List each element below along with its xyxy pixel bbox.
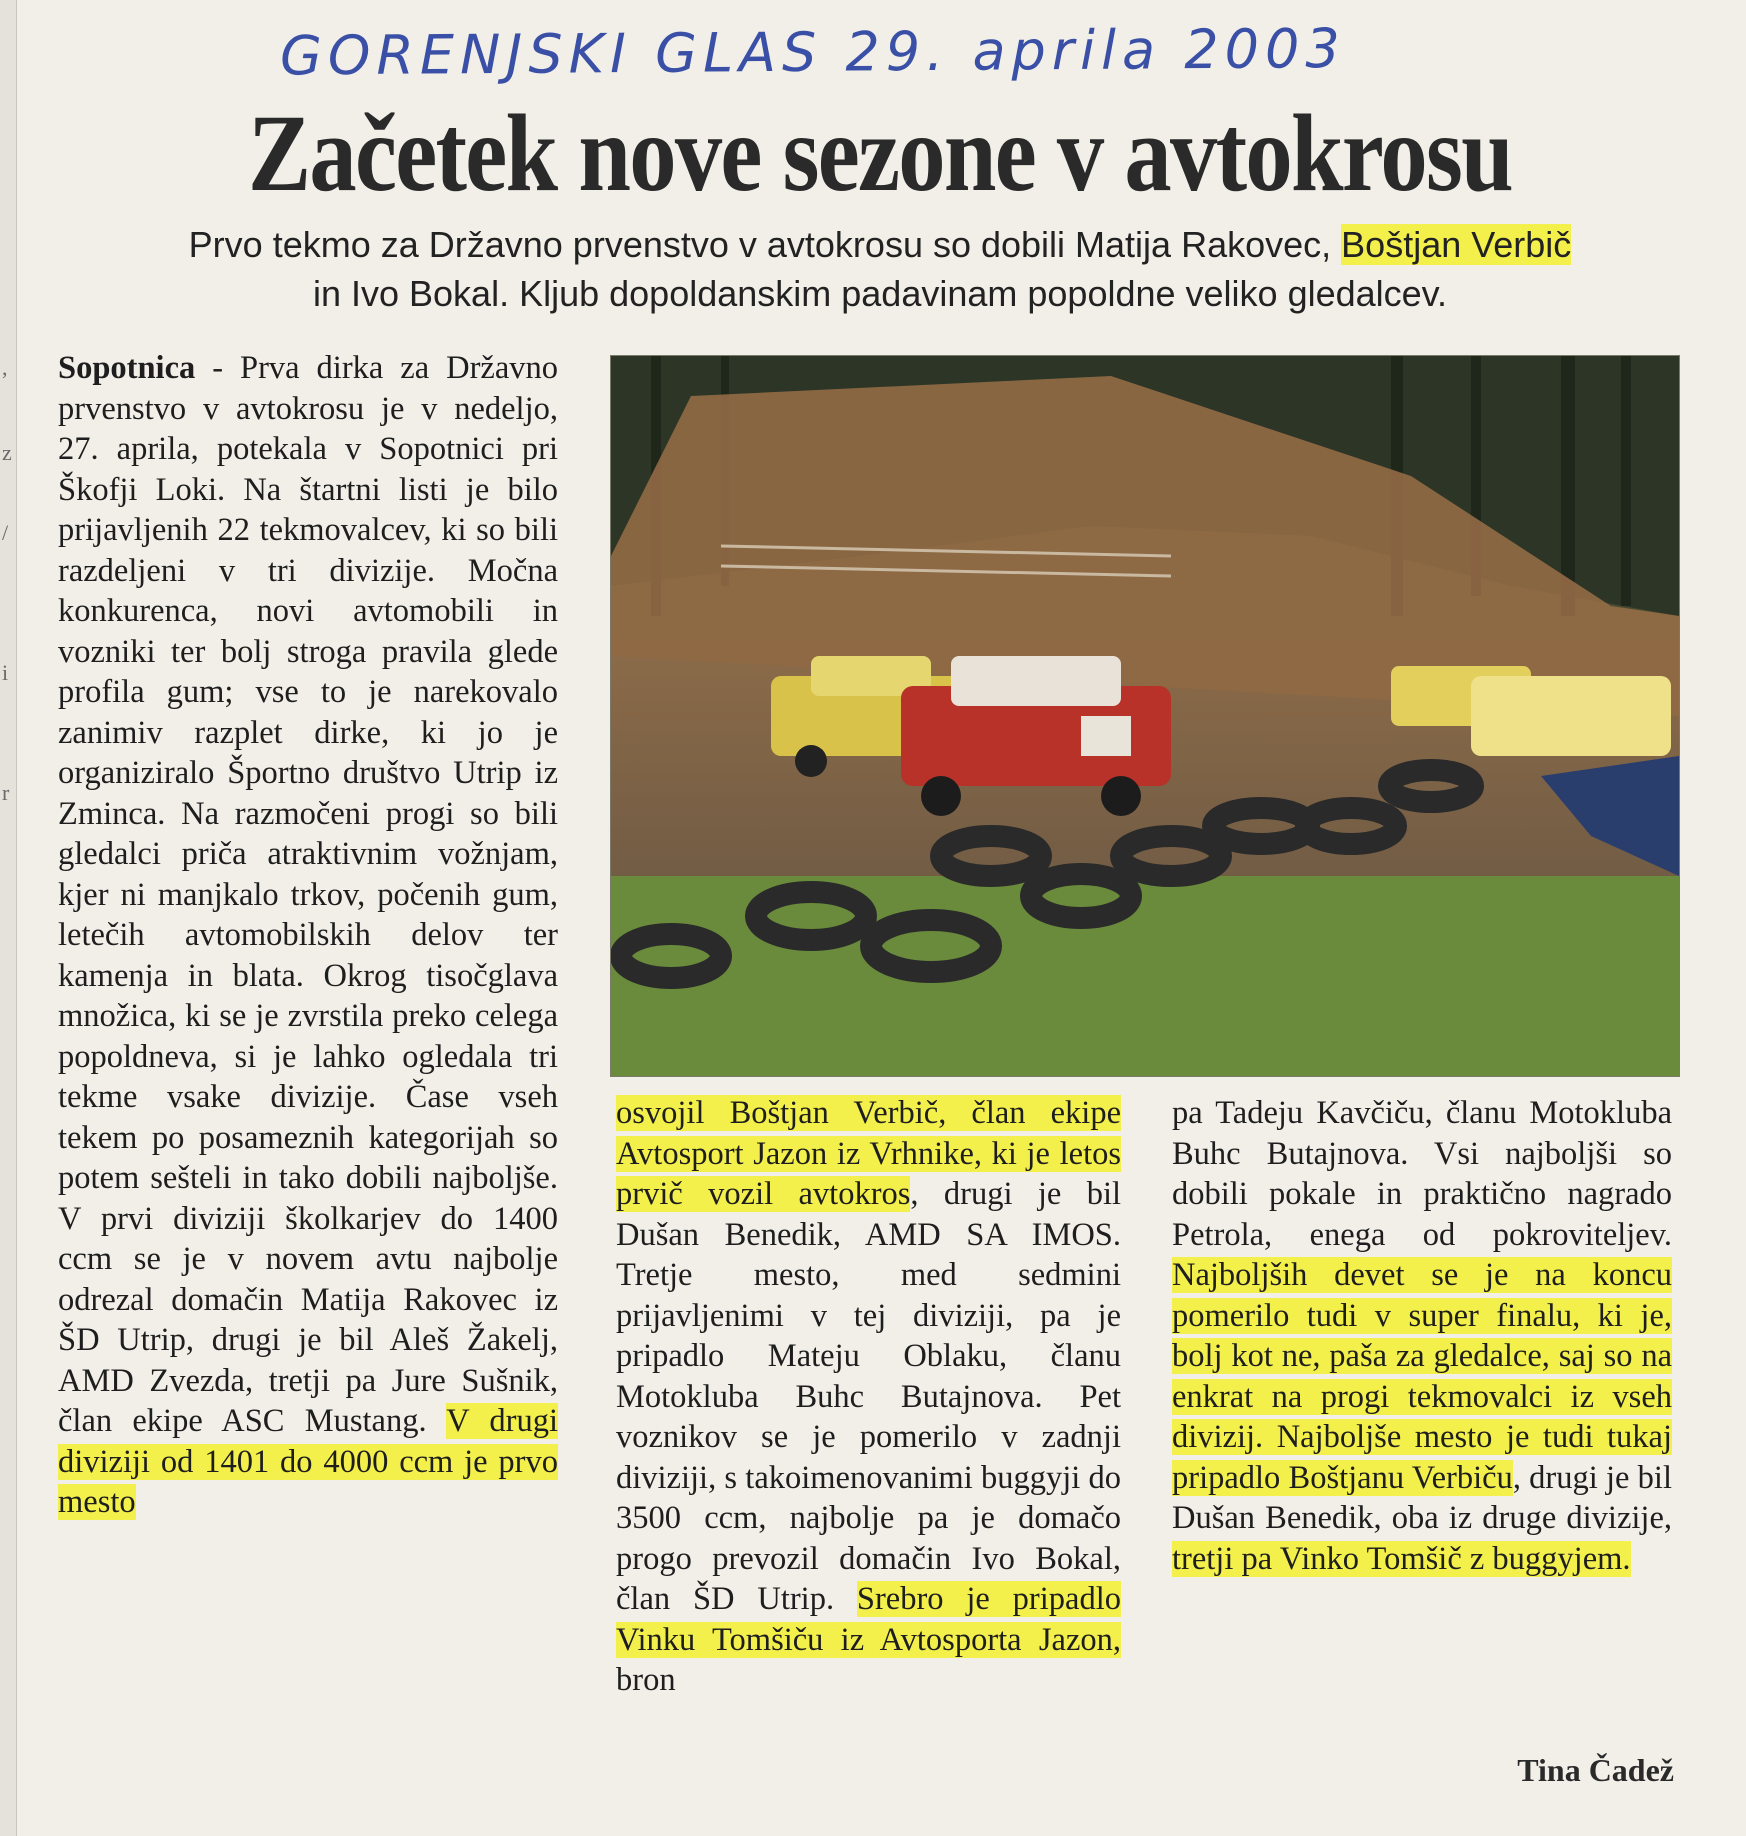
article-headline: Začetek nove sezone v avtokrosu xyxy=(248,92,1512,214)
column-3-text-2: , drugi je bil Dušan Benedik, oba iz druge divizije, xyxy=(1172,1459,1672,1536)
column-2-highlight-2: Srebro je pripadlo Vinku Tomšiču iz Avtosporta Jazon, xyxy=(616,1581,1121,1658)
article-column-2 xyxy=(616,1093,1121,1701)
edge-fragment: i xyxy=(2,660,9,685)
column-3-highlight: Najboljših devet se je na koncu pomerilo tudi v super finalu, ki je, bolj kot ne, paša za gledalce, saj so na enkrat na progi tekmovalci iz vseh divizij. Najboljše mesto je tudi tukaj pripadlo Boštjanu Verbiču xyxy=(1172,1257,1672,1496)
adjacent-page-edge xyxy=(0,0,17,1836)
edge-fragment: , xyxy=(2,355,8,380)
edge-fragment: r xyxy=(2,780,10,805)
column-1-highlight: V drugi diviziji od 1401 do 4000 ccm je prvo mesto xyxy=(58,1403,558,1520)
column-3-text: pa Tadeju Kavčiču, članu Motokluba Buhc Butajnova. Vsi najboljši so dobili pokale in praktično nagrado Petrola, enega od pokroviteljev. xyxy=(1172,1095,1672,1253)
column-2-highlight: osvojil Boštjan Verbič, član ekipe Avtosport Jazon iz Vrhnike, ki je letos prvič vozil avtokros xyxy=(616,1095,1121,1212)
edge-fragment: / xyxy=(2,520,9,545)
column-3-highlight-2: tretji pa Vinko Tomšič z buggyjem. xyxy=(1172,1540,1631,1577)
column-2-text: , drugi je bil Dušan Benedik, AMD SA IMOS. Tretje mesto, med sedmini prijavljenimi v tej diviziji, pa je pripadlo Mateju Oblaku, članu Motokluba Buhc Butajnova. Pet voznikov se je pomerilo v zadnji diviziji, s takoimenovanimi buggyji do 3500 ccm, najbolje pa je domačo progo prevozil domačin Ivo Bokal, član ŠD Utrip. xyxy=(616,1176,1122,1617)
dateline: Sopotnica xyxy=(58,350,196,386)
article-column-1 xyxy=(58,348,558,1523)
subhead-highlight: Boštjan Verbič xyxy=(1341,224,1572,265)
subhead-text-line2: in Ivo Bokal. Kljub dopoldanskim padavinam popoldne veliko gledalcev. xyxy=(312,273,1448,314)
column-1-text: - Prva dirka za Državno prvenstvo v avtokrosu je v nedeljo, 27. aprila, potekala v Sopotnici pri Škofji Loki. Na štartni listi je bilo prijavljenih 22 tekmovalcev, ki so bili razdeljeni v tri divizije. Močna konkurenca, novi avtomobili in vozniki ter bolj stroga pravila glede profila gum; vse to je narekovalo zanimiv razplet dirke, ki jo je organiziralo Športno društvo Utrip iz Zminca. Na razmočeni progi so bili gledalci priča atraktivnim vožnjam, kjer ni manjkalo trkov, počenih gum, letečih avtomobilskih delov ter kamenja in blata. Okrog tisočglava množica, ki se je zvrstila preko celega popoldneva, si je lahko ogledala tri tekme vsake divizije. Čase vseh tekem po posameznih kategorijah so potem sešteli in tako dobili najboljše. V prvi diviziji školkarjev do 1400 ccm se je v novem avtu najbolje odrezal domačin Matija Rakovec iz ŠD Utrip, drugi je bil Aleš Žakelj, AMD Zvezda, tretji pa Jure Sušnik, član ekipe ASC Mustang. xyxy=(58,350,558,1439)
race-photo xyxy=(610,355,1680,1077)
autocross-race-illustration xyxy=(611,356,1679,1076)
subhead-text: Prvo tekmo za Državno prvenstvo v avtokrosu so dobili Matija Rakovec, xyxy=(188,224,1332,265)
edge-fragment: z xyxy=(2,440,12,465)
article-column-3 xyxy=(1172,1093,1672,1579)
article-subhead xyxy=(60,220,1700,318)
article-author: Tina Čadež xyxy=(1517,1752,1674,1788)
column-2-text-end: bron xyxy=(616,1662,676,1698)
handwritten-source-note: GORENJSKI GLAS 29. aprila 2003 xyxy=(279,17,1346,88)
